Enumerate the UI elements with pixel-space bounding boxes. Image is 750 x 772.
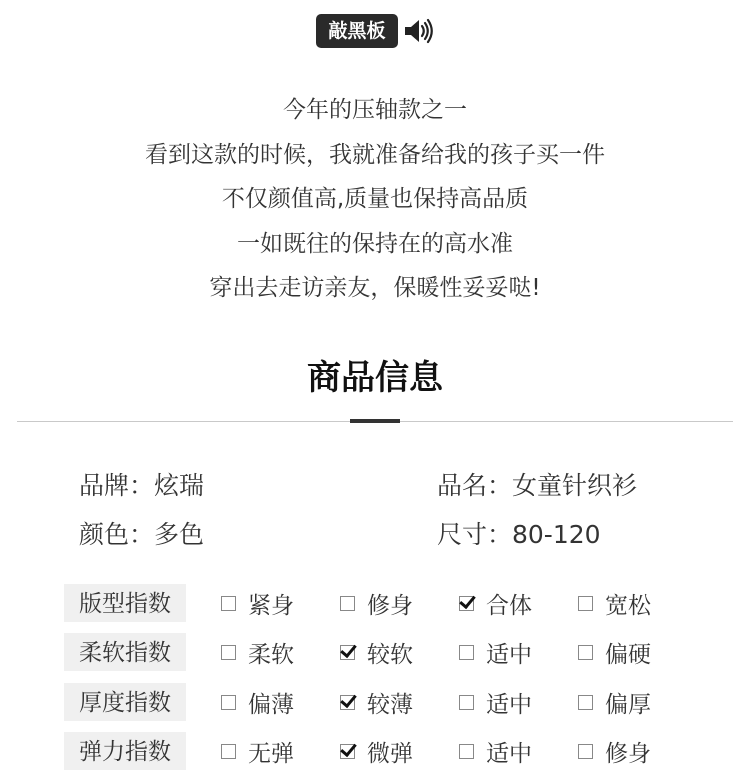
index-row-label: 厚度指数 [64,683,186,721]
checkbox-icon [221,695,236,710]
index-option-label: 柔软 [248,641,294,668]
index-option-label: 无弹 [248,740,294,767]
checkbox-icon [221,645,236,660]
index-row-label: 版型指数 [64,584,186,622]
checkbox-icon [578,645,593,660]
checkbox-icon [578,695,593,710]
index-option [221,633,294,671]
color-info: 颜色：多色 [79,520,205,549]
index-option [459,683,532,721]
checked-box-icon [340,645,355,660]
index-option-label: 修身 [367,592,413,619]
index-option [459,584,532,622]
index-option-label: 偏薄 [248,691,294,718]
intro-text [0,88,750,311]
intro-line: 不仅颜值高,质量也保持高品质 [221,186,529,212]
index-option [459,732,532,770]
checked-box-icon [459,596,474,611]
index-row-label: 柔软指数 [64,633,186,671]
index-option [578,633,651,671]
checkbox-icon [221,596,236,611]
checkbox-icon [459,695,474,710]
intro-line: 一如既往的保持在的高水准 [237,230,513,257]
checkbox-icon [578,744,593,759]
index-option-label: 紧身 [248,592,294,619]
index-option-label: 较软 [367,641,413,668]
checked-box-icon [340,744,355,759]
index-option-label: 合体 [486,592,532,619]
size-info: 尺寸：80-120 [437,520,601,549]
index-option-label: 微弹 [367,740,413,767]
section-divider-accent [350,419,400,423]
index-option [459,633,532,671]
index-option-label: 偏厚 [605,691,651,718]
knock-board-badge: 敲黑板 [316,14,397,48]
index-option-label: 适中 [486,740,532,767]
speaker-icon[interactable] [402,15,434,47]
index-option-label: 宽松 [605,592,651,619]
intro-line: 看到这款的时候，我就准备给我的孩子买一件 [145,141,605,168]
index-option [578,732,651,770]
checkbox-icon [459,645,474,660]
index-option [340,732,413,770]
index-option-label: 较薄 [367,691,413,718]
index-option [578,683,651,721]
index-option [221,683,294,721]
checkbox-icon [578,596,593,611]
index-option [340,584,413,622]
intro-line: 今年的压轴款之一 [283,97,467,123]
index-option-label: 修身 [605,740,651,767]
index-option [221,732,294,770]
checked-box-icon [340,695,355,710]
checkbox-icon [340,596,355,611]
index-row-label: 弹力指数 [64,732,186,770]
header-badge-group [0,14,750,48]
checkbox-icon [459,744,474,759]
product-name-info: 品名：女童针织衫 [437,471,638,500]
intro-line: 穿出去走访亲友，保暖性妥妥哒! [209,275,541,301]
index-option [340,683,413,721]
brand-info: 品牌：炫瑞 [79,471,205,500]
index-option [340,633,413,671]
checkbox-icon [221,744,236,759]
index-option-label: 适中 [486,691,532,718]
index-option-label: 偏硬 [605,641,651,668]
index-option-label: 适中 [486,641,532,668]
index-option [578,584,651,622]
index-option [221,584,294,622]
section-title: 商品信息 [307,358,443,398]
